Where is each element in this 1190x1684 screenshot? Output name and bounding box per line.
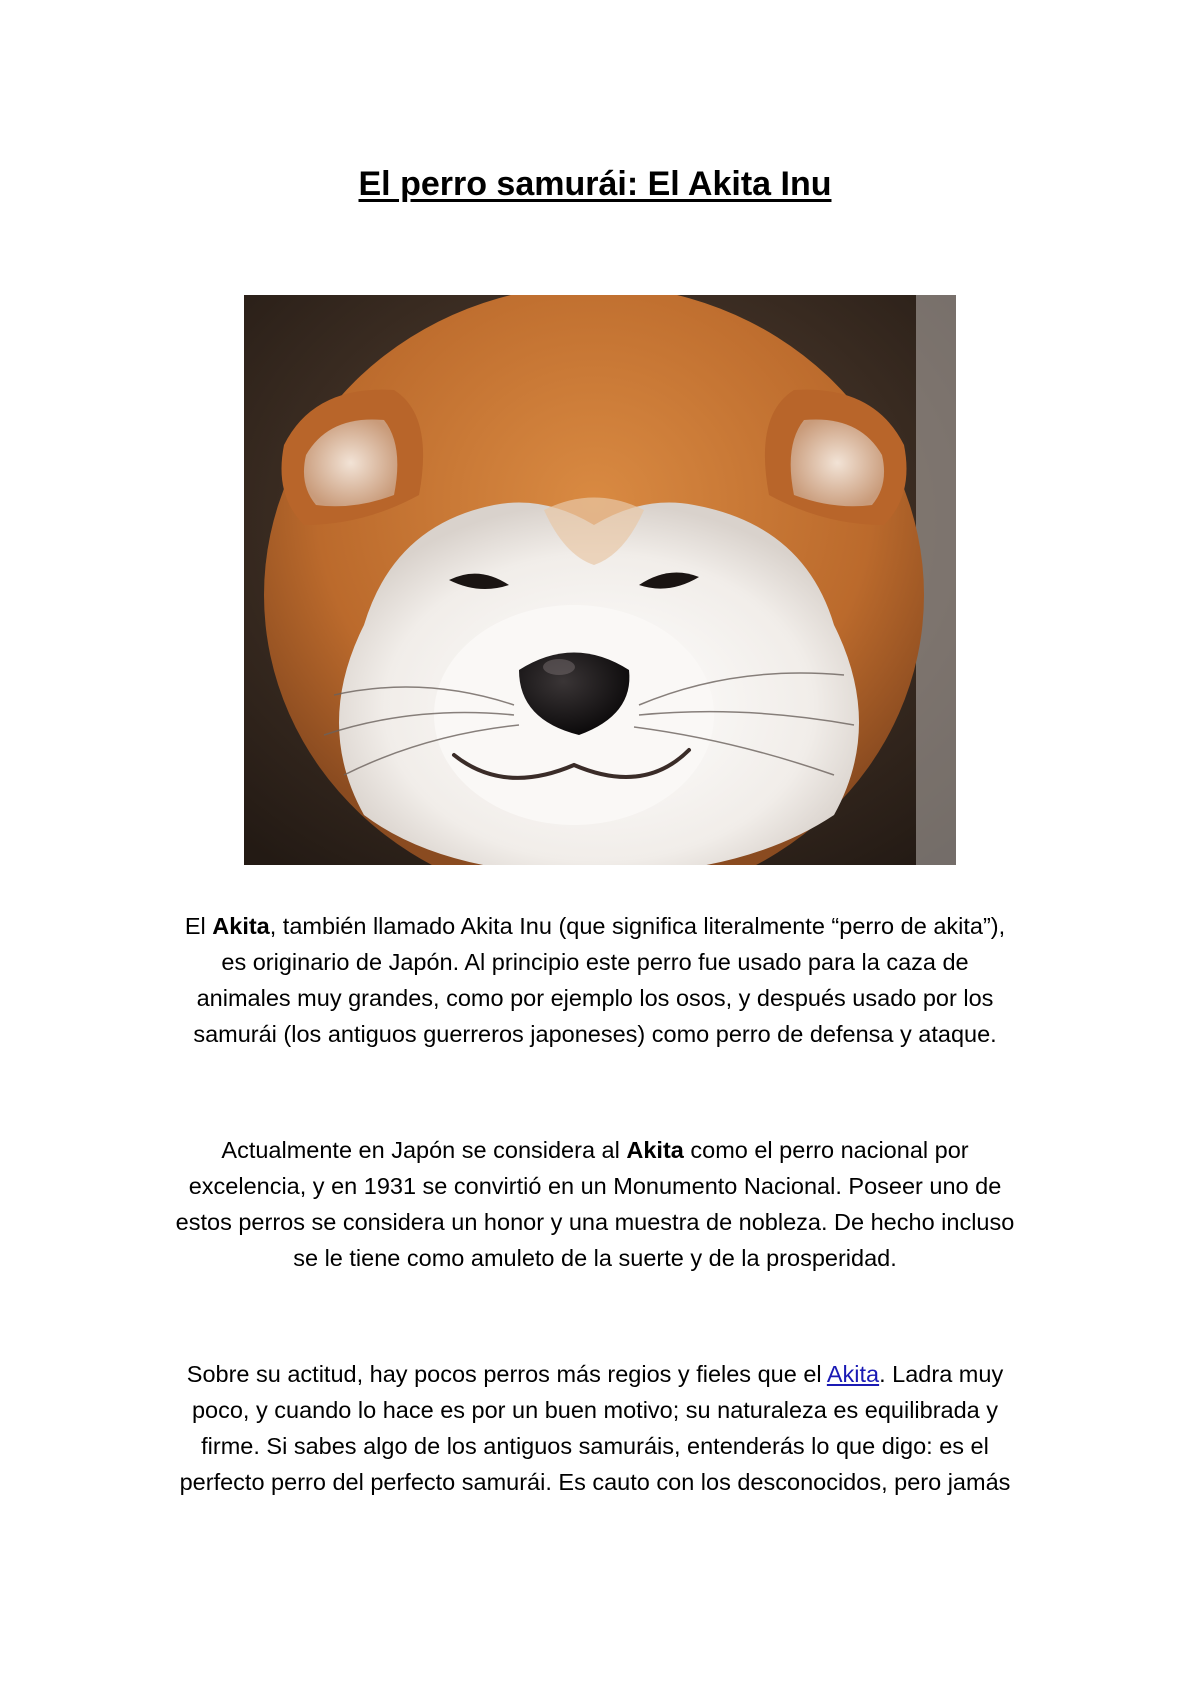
paragraph-national-dog [165, 1132, 1025, 1276]
text-run: Sobre su actitud, hay pocos perros más regios y fieles que el [186, 1361, 827, 1387]
paragraph-line: excelencia, y en 1931 se convirtió en un Monumento Nacional. Poseer uno de [188, 1173, 1002, 1199]
akita-photo [244, 295, 956, 865]
paragraph-line [165, 1356, 1025, 1392]
text-run: . Ladra muy [879, 1361, 1004, 1387]
text-run: , también llamado Akita Inu (que significa literalmente “perro de akita”), [269, 913, 1006, 939]
page-title: El perro samurái: El Akita Inu [358, 164, 832, 203]
paragraph-line: poco, y cuando lo hace es por un buen motivo; su naturaleza es equilibrada y [191, 1397, 999, 1423]
bold-term: Akita [626, 1137, 684, 1163]
paragraph-line: perfecto perro del perfecto samurái. Es cauto con los desconocidos, pero jamás [179, 1469, 1011, 1495]
paragraph-attitude [165, 1356, 1025, 1500]
akita-dog-illustration [244, 295, 956, 865]
text-run: como el perro nacional por [683, 1137, 969, 1163]
paragraph-line [165, 1132, 1025, 1168]
paragraph-line: firme. Si sabes algo de los antiguos samuráis, entenderás lo que digo: es el [201, 1433, 989, 1459]
paragraph-line: se le tiene como amuleto de la suerte y de la prosperidad. [293, 1245, 897, 1271]
paragraph-line: estos perros se considera un honor y una muestra de nobleza. De hecho incluso [175, 1209, 1015, 1235]
bold-term: Akita [212, 913, 270, 939]
paragraph-line: es originario de Japón. Al principio este perro fue usado para la caza de [221, 949, 969, 975]
text-run: El [184, 913, 213, 939]
akita-link[interactable]: Akita [826, 1361, 880, 1387]
paragraph-line [165, 908, 1025, 944]
paragraph-origin [165, 908, 1025, 1052]
text-run: Actualmente en Japón se considera al [221, 1137, 627, 1163]
paragraph-line: animales muy grandes, como por ejemplo los osos, y después usado por los [196, 985, 994, 1011]
paragraph-line: samurái (los antiguos guerreros japoneses) como perro de defensa y ataque. [193, 1021, 997, 1047]
